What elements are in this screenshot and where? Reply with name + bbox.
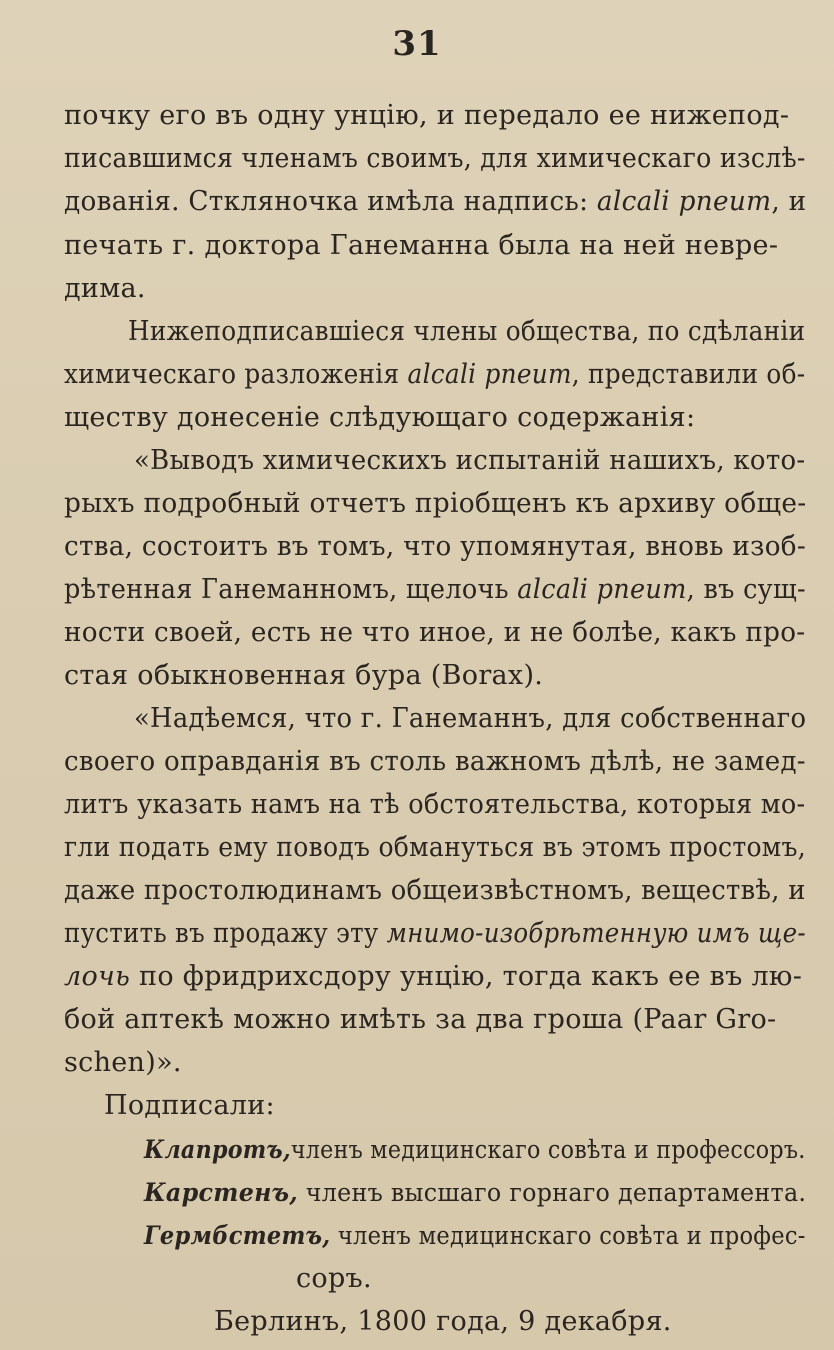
signer-name: Клапротъ, <box>144 1135 291 1164</box>
text-line: стая обыкновенная бура (Borax). <box>64 660 544 691</box>
italic-phrase: лочь <box>64 961 131 992</box>
italic-term: alcali pneum <box>596 186 772 217</box>
signature-line: Карстенъ, членъ высшаго горнаго департамента. <box>144 1178 807 1207</box>
text-line: писавшимся членамъ своимъ, для химическаго изслѣ- <box>64 143 806 174</box>
text-line: ществу донесеніе слѣдующаго содержанія: <box>64 402 696 433</box>
signer-name: Гермбстетъ, <box>144 1221 331 1250</box>
text-line: даже простолюдинамъ общеизвѣстномъ, веществѣ, и <box>64 875 806 906</box>
signature-continuation: соръ. <box>296 1263 372 1294</box>
text-line: рыхъ подробный отчетъ пріобщенъ къ архиву обще- <box>64 488 807 519</box>
italic-phrase: мнимо-изобрѣтенную имъ ще- <box>386 918 806 949</box>
text-line: Нижеподписавшiеся члены общества, по сдѣланіи <box>128 316 806 347</box>
text-line: бой аптекѣ можно имѣть за два гроша (Paar Gro- <box>64 1004 777 1035</box>
text-line: дованія. Стклянoчка имѣла надпись: alcali pneum, и <box>64 186 807 217</box>
text-line: «Выводъ химическихъ испытаній нашихъ, кото- <box>134 445 806 476</box>
text-line: дима. <box>64 273 146 304</box>
text-line: гли подать ему поводъ обмануться въ этомъ простомъ, <box>64 832 807 863</box>
text-line: химическаго разложенія alcali pneum, представили об- <box>64 359 806 390</box>
text-line: своего оправданія въ столь важномъ дѣлѣ, не замед- <box>64 746 806 777</box>
text-line: «Надѣемся, что г. Ганеманнъ, для собственнаго <box>134 703 807 734</box>
text-line: лочь по фридрихсдору унцію, тогда какъ ее въ лю- <box>64 961 803 992</box>
signer-name: Карстенъ, <box>144 1178 298 1207</box>
text-line: пустить въ продажу эту мнимо-изобрѣтенную имъ ще- <box>64 918 806 949</box>
text-line: ности своей, есть не что иное, и не болѣе, какъ про- <box>64 617 806 648</box>
text-line: рѣтенная Ганеманномъ, щелочь alcali pneum, въ сущ- <box>64 574 806 605</box>
signature-line: Гермбстетъ, членъ медицинскаго совѣта и профес- <box>144 1221 806 1250</box>
text-line: schen)». <box>64 1047 182 1078</box>
place-date: Берлинъ, 1800 года, 9 декабря. <box>214 1306 672 1337</box>
text-line: ства, состоитъ въ томъ, что упомянутая, вновь изоб- <box>64 531 806 562</box>
text-line: почку его въ одну унцію, и передало ее нижепод- <box>64 100 790 131</box>
signatures-heading: Подписали: <box>104 1090 275 1121</box>
text-line: печать г. доктора Ганемaнна была на ней невре- <box>64 230 779 261</box>
italic-term: alcali pneum <box>517 574 687 605</box>
signature-line: Клапротъ,членъ медицинскаго совѣта и профессоръ. <box>144 1135 806 1164</box>
page-number: 31 <box>392 24 442 64</box>
text-line: литъ указать намъ на тѣ обстоятельства, которыя мо- <box>64 789 806 820</box>
italic-term: alcali pneum <box>407 359 572 390</box>
